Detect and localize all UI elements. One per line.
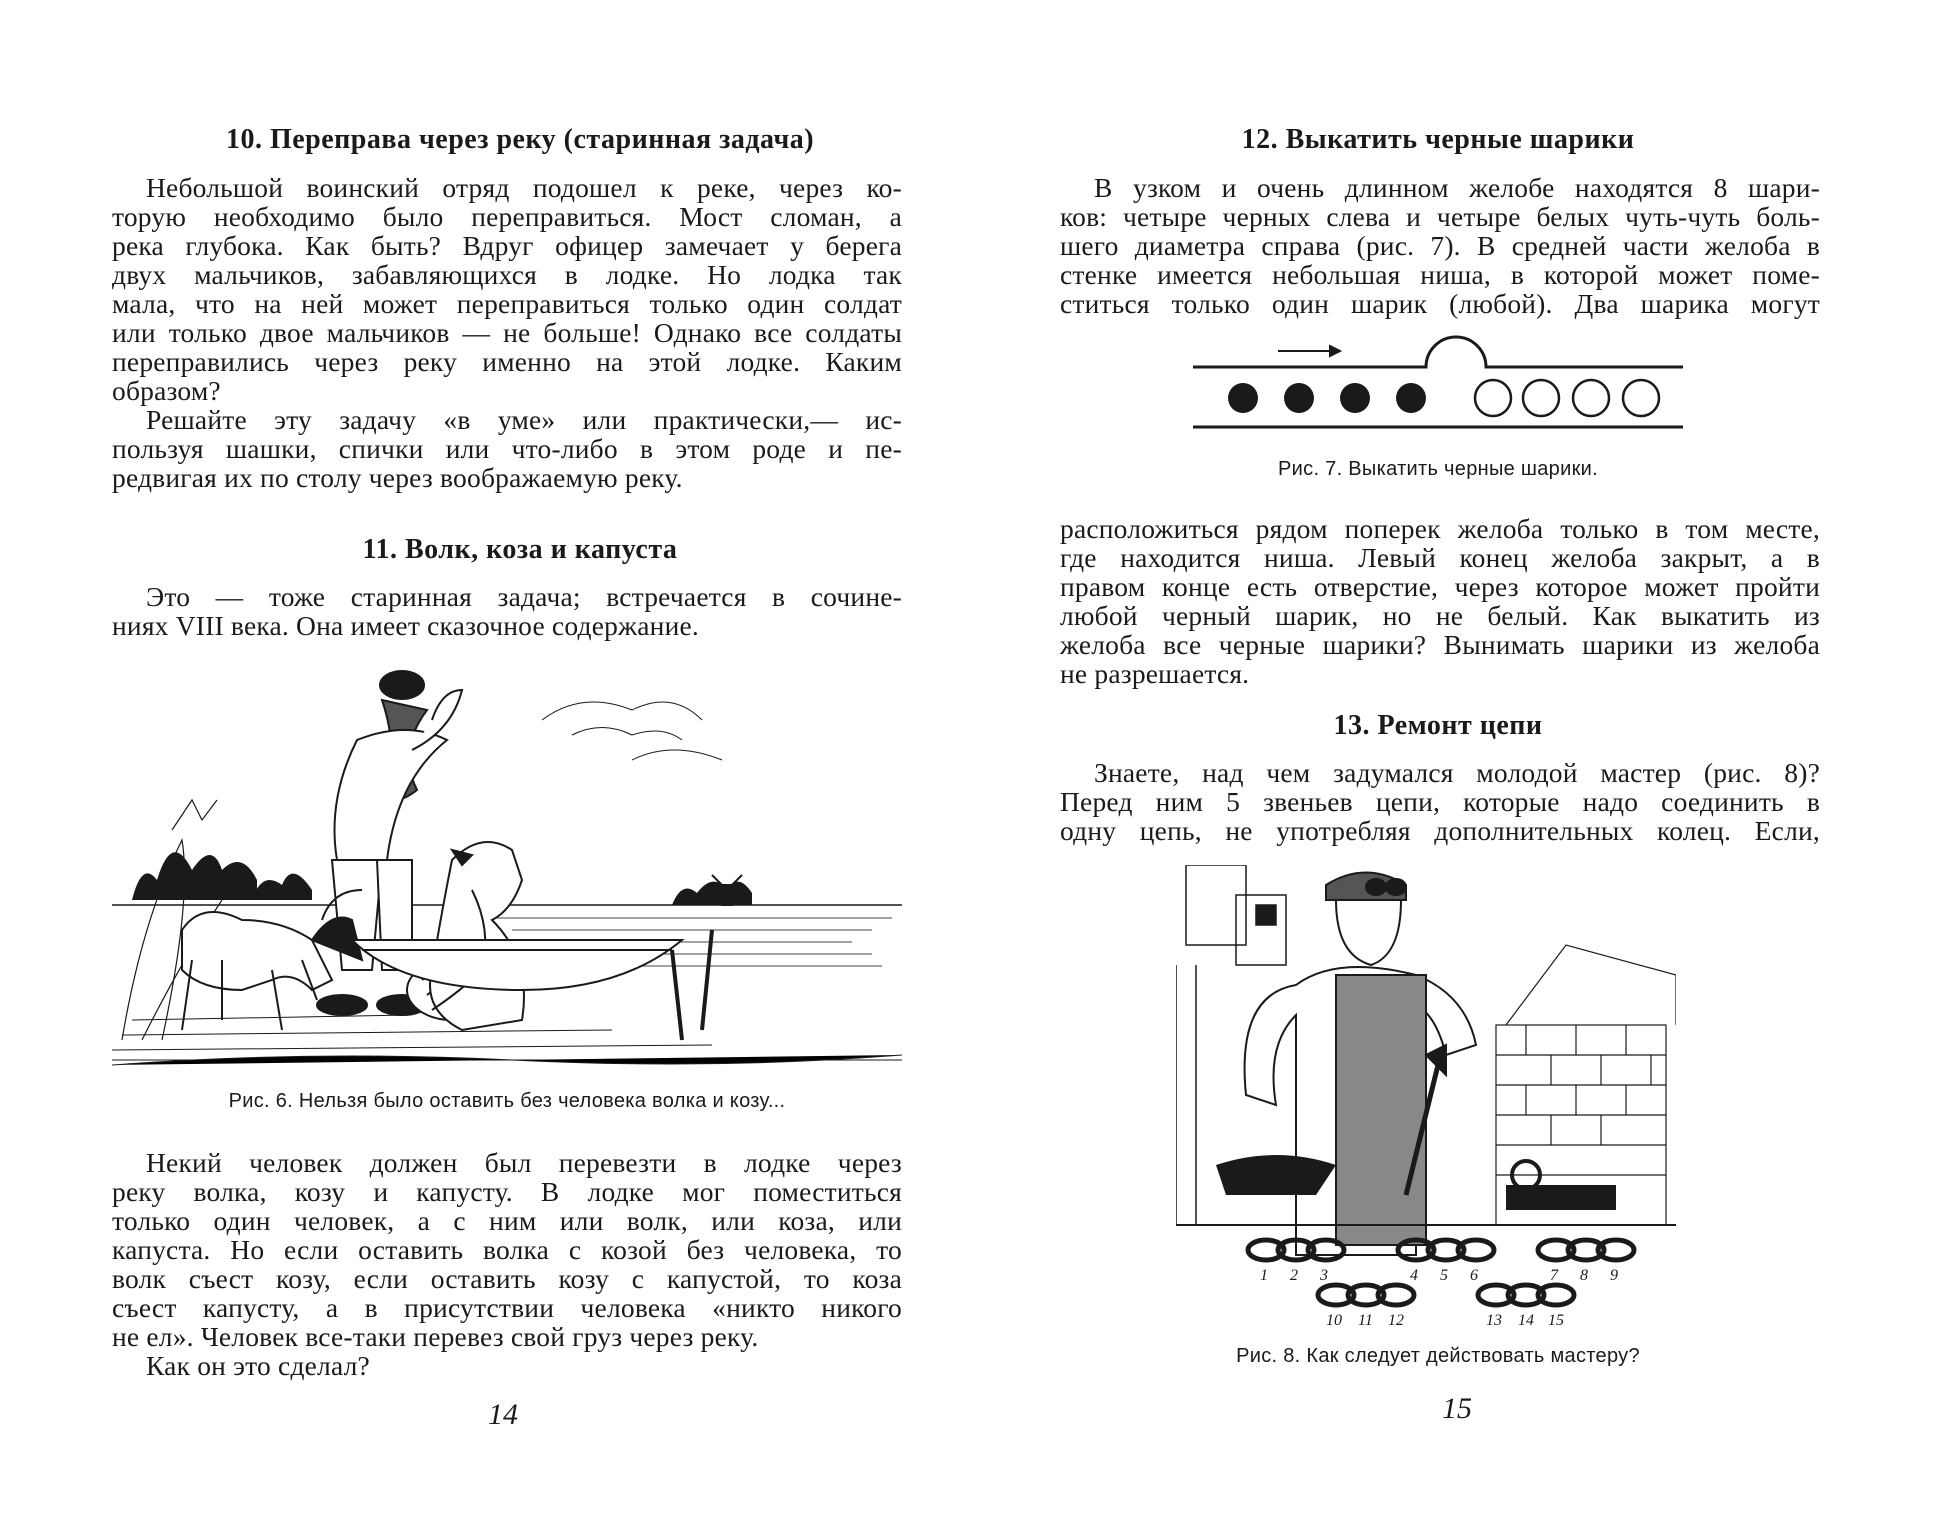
text-line: волк съест козу, если оставить козу с капустой, то коза: [112, 1263, 902, 1294]
link-number: 2: [1290, 1267, 1298, 1284]
text-line: расположиться рядом поперек желоба только в том месте,: [1060, 513, 1820, 544]
text-line: только один человек, а с ним или волк, или коза, или: [112, 1205, 902, 1236]
section-13-title: 13. Ремонт цепи: [1333, 710, 1543, 741]
text-line: пользуя шашки, спички или что-либо в этом роде и пе-: [112, 433, 902, 464]
text-line: торую необходимо было переправиться. Мост сломан, а: [112, 201, 902, 232]
text-line: Небольшой воинский отряд подошел к реке, через ко-: [146, 172, 902, 203]
text-line: ков: четыре черных слева и четыре белых чуть-чуть боль-: [1060, 201, 1820, 232]
text-line: переправились через реку именно на этой лодке. Каким: [112, 346, 902, 377]
text-line: одну цепь, не употребляя дополнительных колец. Если,: [1060, 815, 1820, 846]
figure-7-caption: Рис. 7. Выкатить черные шарики.: [1278, 458, 1598, 480]
figure-8-illustration: [1176, 865, 1676, 1335]
section-10-text: [112, 173, 902, 492]
right-page: [968, 0, 1936, 1530]
text-line: образом?: [112, 375, 221, 406]
text-line: ниях VIII века. Она имеет сказочное содержание.: [112, 610, 699, 641]
text-line: Некий человек должен был перевезти в лодке через: [146, 1147, 902, 1178]
section-11-intro: [112, 582, 902, 640]
link-number: 9: [1610, 1267, 1618, 1284]
text-line: любой черный шарик, но не белый. Как выкатить из: [1060, 600, 1820, 631]
text-line: съест капусту, а в присутствии человека «никто никого: [112, 1292, 902, 1323]
section-10-title: 10. Переправа через реку (старинная задача): [225, 124, 815, 155]
white-ball: [1475, 380, 1511, 416]
text-line: не ел». Человек все-таки перевез свой груз через реку.: [112, 1321, 759, 1352]
text-line: желоба все черные шарики? Вынимать шарики из желоба: [1060, 629, 1820, 660]
link-number: 14: [1518, 1312, 1534, 1329]
link-number: 15: [1548, 1312, 1564, 1329]
text-line: или только двое мальчиков — не больше! Однако все солдаты: [112, 317, 902, 348]
text-line: Перед ним 5 звеньев цепи, которые надо соединить в: [1060, 786, 1820, 817]
white-ball: [1623, 380, 1659, 416]
text-line: правом конце есть отверстие, через которое может пройти: [1060, 571, 1820, 602]
chain-piece: [1538, 1240, 1634, 1260]
black-ball: [1340, 383, 1370, 413]
text-line: ститься только один шарик (любой). Два шарика могут: [1060, 288, 1820, 319]
link-number: 11: [1358, 1312, 1373, 1329]
link-number: 12: [1388, 1312, 1404, 1329]
text-line: реку волка, козу и капусту. В лодке мог поместиться: [112, 1176, 902, 1207]
white-ball: [1573, 380, 1609, 416]
section-11-text: [112, 1148, 902, 1380]
section-12-text-before: [1060, 173, 1820, 318]
link-number: 4: [1410, 1267, 1418, 1284]
chain-piece: [1478, 1285, 1574, 1305]
link-number: 3: [1320, 1267, 1328, 1284]
black-ball: [1396, 383, 1426, 413]
white-balls: [1475, 380, 1659, 416]
text-line: река глубока. Как быть? Вдруг офицер замечает у берега: [112, 230, 902, 261]
page-number-left: 14: [488, 1398, 518, 1431]
section-12-text-after: [1060, 514, 1820, 688]
text-line: Это — тоже старинная задача; встречается в сочине-: [146, 581, 902, 612]
figure-7-illustration: [1193, 335, 1683, 445]
text-line: шего диаметра справа (рис. 7). В средней части желоба в: [1060, 230, 1820, 261]
chain-piece: [1318, 1285, 1414, 1305]
link-number: 6: [1470, 1267, 1478, 1284]
figure-8-caption: Рис. 8. Как следует действовать мастеру?: [1236, 1345, 1640, 1367]
text-line: Решайте эту задачу «в уме» или практически,— ис-: [146, 404, 902, 435]
link-number: 7: [1550, 1267, 1558, 1284]
link-number: 13: [1486, 1312, 1502, 1329]
text-line: двух мальчиков, забавляющихся в лодке. Но лодка так: [112, 259, 902, 290]
text-line: Как он это сделал?: [146, 1350, 370, 1381]
text-line: редвигая их по столу через воображаемую реку.: [112, 462, 683, 493]
black-ball: [1284, 383, 1314, 413]
link-number: 8: [1580, 1267, 1588, 1284]
link-number: 5: [1440, 1267, 1448, 1284]
section-11-title: 11. Волк, коза и капуста: [362, 534, 678, 565]
text-line: В узком и очень длинном желобе находятся 8 шари-: [1094, 172, 1820, 203]
black-balls: [1228, 383, 1426, 413]
section-13-text: [1060, 758, 1820, 845]
text-line: мала, что на ней может переправиться только один солдат: [112, 288, 902, 319]
text-line: капуста. Но если оставить волка с козой без человека, то: [112, 1234, 902, 1265]
figure-6-caption: Рис. 6. Нельзя было оставить без человека волка и козу...: [228, 1090, 786, 1112]
page-number-right: 15: [1442, 1392, 1472, 1425]
white-ball: [1523, 380, 1559, 416]
figure-6-illustration: [112, 660, 902, 1070]
text-line: не разрешается.: [1060, 658, 1250, 689]
section-12-title: 12. Выкатить черные шарики: [1241, 124, 1635, 155]
text-line: Знаете, над чем задумался молодой мастер (рис. 8)?: [1094, 757, 1820, 788]
black-ball: [1228, 383, 1258, 413]
text-line: стенке имеется небольшая ниша, в которой может поме-: [1060, 259, 1820, 290]
link-number: 10: [1326, 1312, 1342, 1329]
text-line: где находится ниша. Левый конец желоба закрыт, а в: [1060, 542, 1820, 573]
link-number: 1: [1260, 1267, 1268, 1284]
